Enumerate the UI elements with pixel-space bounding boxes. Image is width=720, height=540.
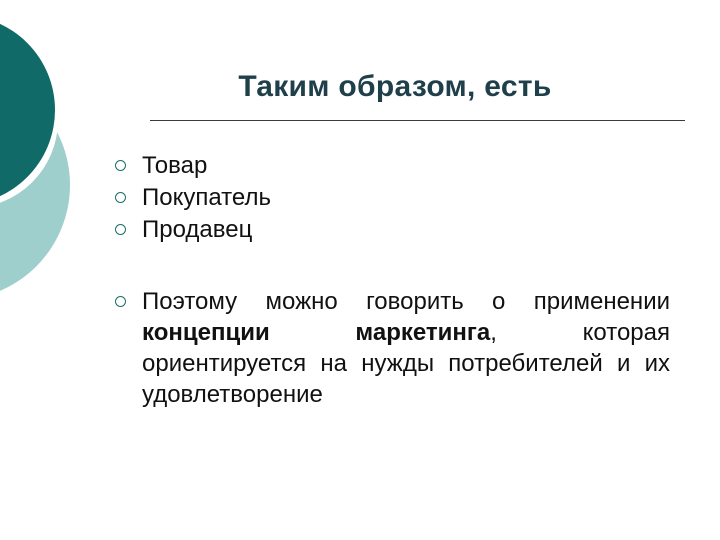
- hollow-circle-bullet-icon: [115, 224, 126, 235]
- title-underline: [150, 120, 685, 121]
- bullet-text-buyer: Покупатель: [142, 184, 271, 211]
- list-item: [110, 150, 670, 182]
- list-item-paragraph: [110, 286, 670, 410]
- paragraph-text-bold: концепции маркетинга: [142, 319, 491, 346]
- hollow-circle-bullet-icon: [115, 192, 126, 203]
- paragraph-text-start: Поэтому можно говорить о применении: [142, 288, 670, 315]
- hollow-circle-bullet-icon: [115, 160, 126, 171]
- list-item: [110, 214, 670, 246]
- slide-title: Таким образом, есть: [238, 70, 552, 103]
- decorative-teal-circles: [0, 0, 120, 300]
- bullet-text-product: Товар: [142, 152, 208, 179]
- bullet-list: [110, 150, 670, 410]
- list-spacer: [110, 246, 670, 286]
- bullet-text-seller: Продавец: [142, 216, 253, 243]
- hollow-circle-bullet-icon: [115, 296, 126, 307]
- list-item: [110, 182, 670, 214]
- paragraph-text-end: , которая ориентируется на нужды потребителей и их удовлетворение: [142, 319, 670, 408]
